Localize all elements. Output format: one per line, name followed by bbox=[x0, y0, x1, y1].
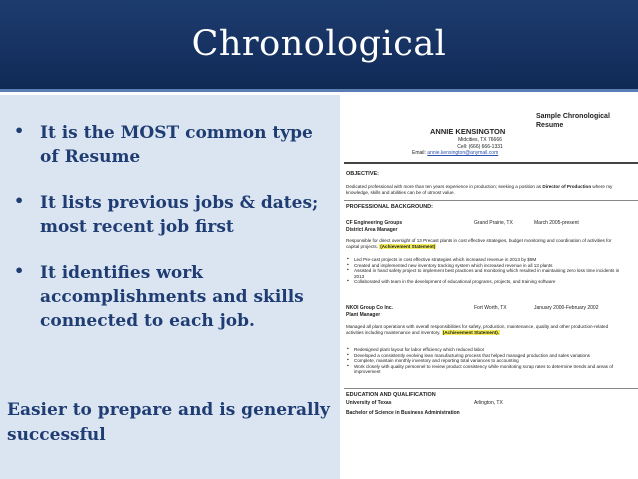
background-heading: PROFESSIONAL BACKGROUND: bbox=[346, 204, 433, 210]
bullet-list bbox=[14, 121, 334, 355]
address-line: Cell: (666) 666-1331 bbox=[457, 143, 503, 150]
job-duty bbox=[346, 324, 616, 336]
slide-title: Chronological bbox=[191, 24, 447, 64]
bullet-item bbox=[14, 121, 334, 169]
resume-address bbox=[440, 137, 520, 150]
bullet-icon: • bbox=[14, 261, 25, 280]
job-company: NKOI Group Co Inc. bbox=[346, 305, 393, 311]
divider bbox=[344, 162, 638, 164]
job-duty-text: Managed all plant operations with overall responsibilities for safety, production, maintenance, quality and other production-related activities including maintenance and inventory. bbox=[346, 324, 609, 335]
bullet-text: It identifies work accomplishments and skills connected to each job. bbox=[40, 263, 304, 331]
job-duty bbox=[346, 238, 616, 250]
resume-tag bbox=[536, 112, 610, 130]
divider bbox=[344, 388, 638, 389]
resume-email bbox=[412, 150, 498, 156]
bullet-item bbox=[14, 191, 334, 239]
address-line: Midcities, TX 76666 bbox=[458, 137, 502, 143]
job-entry bbox=[346, 305, 616, 318]
job-achievements bbox=[346, 347, 621, 375]
bullet-icon: • bbox=[14, 121, 25, 140]
achievement-item: ▪ Work closely with quality personnel to review product consistency while monitoring scrap rates to determine trends and areas of improvement bbox=[346, 364, 621, 375]
bullet-item bbox=[14, 261, 334, 333]
achievement-statement: (Achievement Statement). bbox=[442, 330, 500, 335]
achievement-statement: (Achievement Statement) bbox=[380, 244, 436, 249]
achievement-item: ▪ Assisted in hand safety project to implement best practices and monitoring which resulted in maintaining zero loss time incidents in 2013 bbox=[346, 268, 621, 279]
resume-tag-line: Sample Chronological bbox=[536, 113, 610, 120]
achievement-item: ▪ Led Pre-cast projects in cost effective strategies which increased revenue in 2013 by $9M bbox=[346, 257, 621, 263]
school-location: Arlington, TX bbox=[474, 400, 503, 406]
achievement-item: ▪ Collaborated with team in the development of educational programs, projects, and training software bbox=[346, 279, 621, 285]
bullet-text: It lists previous jobs & dates; most recent job first bbox=[40, 193, 319, 237]
job-duty-text: Responsible for direct oversight of 13 Precast plants in cost effective strategies, budget monitoring and coordination of activities for capital projects. bbox=[346, 238, 612, 249]
summary-text: Easier to prepare and is generally successful bbox=[7, 400, 330, 445]
job-location: Grand Prairie, TX bbox=[474, 220, 513, 226]
divider bbox=[344, 200, 638, 201]
job-dates: January 2000-February 2002 bbox=[534, 305, 599, 311]
achievement-item: ▪ Developed a consistently evolving lean manufacturing process that helped managed production and sales variations bbox=[346, 353, 621, 359]
title-bar bbox=[0, 0, 638, 92]
achievement-item: ▪ Created and implemented new inventory tracking system which increased revenue in all 13 plants bbox=[346, 263, 621, 269]
email-label: Email: bbox=[412, 150, 426, 156]
job-title: Plant Manager bbox=[346, 311, 381, 318]
degree: Bachelor of Science in Business Administration bbox=[346, 409, 460, 416]
content-panel bbox=[0, 95, 340, 479]
achievement-item: ▪ Complete, maintain monthly inventory and reporting total variances to accounting bbox=[346, 358, 621, 364]
objective-text-part: Dedicated professional with more than ten years experience in production; seeking a position as bbox=[346, 184, 542, 189]
job-dates: March 2005-present bbox=[534, 220, 579, 226]
job-company: CF Engineering Groups bbox=[346, 220, 403, 226]
achievement-item: ▪ Redesigned plant layout for labor efficiency which reduced labor bbox=[346, 347, 621, 353]
objective-text bbox=[346, 184, 616, 196]
job-title: District Area Manager bbox=[346, 226, 398, 233]
sample-resume-image bbox=[344, 96, 638, 479]
education-heading: EDUCATION AND QUALIFICATION bbox=[346, 392, 436, 398]
objective-text-part: where my knowledge, skills and abilities can be of utmost value. bbox=[346, 184, 613, 195]
education-entry bbox=[346, 400, 616, 416]
resume-tag-line: Resume bbox=[536, 122, 564, 129]
objective-position: Director of Production bbox=[542, 184, 592, 189]
job-location: Fort Worth, TX bbox=[474, 305, 507, 311]
job-entry bbox=[346, 220, 616, 233]
resume-name: ANNIE KENSINGTON bbox=[430, 127, 506, 136]
job-achievements bbox=[346, 257, 621, 285]
objective-heading: OBJECTIVE: bbox=[346, 171, 380, 177]
school-name: University of Texas bbox=[346, 400, 392, 406]
bullet-text: It is the MOST common type of Resume bbox=[40, 123, 313, 167]
bullet-icon: • bbox=[14, 191, 25, 210]
email-link: annie.kensington@anymail.com bbox=[427, 150, 499, 156]
